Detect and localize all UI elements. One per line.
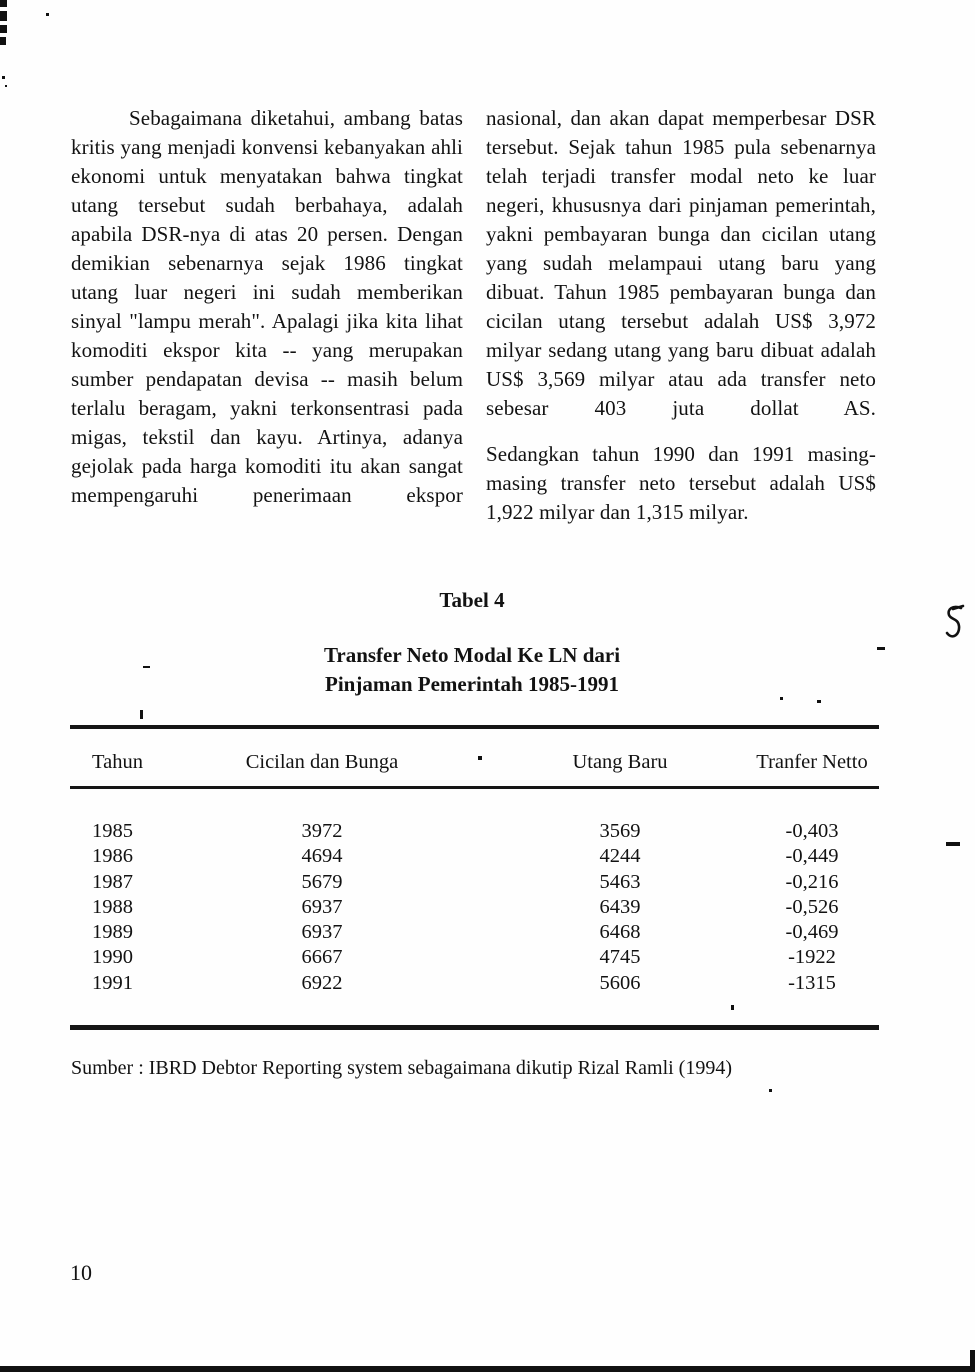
utang-baru-cell: 5463 [599, 870, 641, 893]
table-row [72, 845, 878, 870]
year-cell: 1987 [92, 870, 133, 893]
utang-baru-cell: 3569 [599, 820, 641, 842]
utang-baru-cell: 4745 [599, 946, 641, 969]
table-row [72, 820, 878, 845]
scan-artifact-speck [817, 700, 821, 703]
utang-baru-cell: 6468 [599, 921, 641, 944]
cicilan-bunga-cell: 6667 [301, 946, 343, 969]
cicilan-bunga-cell: 5679 [301, 870, 343, 893]
scan-artifact-speck [5, 85, 7, 87]
cicilan-bunga-cell: 4694 [301, 845, 343, 868]
table-title-line-1: Transfer Neto Modal Ke LN dari [323, 643, 621, 667]
tranfer-netto-cell: -0,449 [785, 845, 839, 868]
year-cell: 1991 [92, 971, 133, 994]
year-cell: 1985 [92, 820, 133, 842]
utang-baru-cell: 6439 [599, 895, 641, 918]
cicilan-bunga-cell: 6922 [301, 971, 343, 994]
tranfer-netto-cell: -0,469 [785, 921, 839, 944]
right-text-column [486, 104, 876, 527]
utang-baru-cell: 4244 [599, 845, 641, 868]
table-title-line-2: Pinjaman Pemerintah 1985-1991 [325, 672, 619, 696]
scan-artifact-speck [143, 666, 150, 668]
table-title [72, 641, 872, 699]
table-body [72, 820, 878, 997]
cicilan-bunga-cell: 6937 [301, 921, 343, 944]
tranfer-netto-cell: -0,403 [785, 820, 839, 842]
year-cell: 1990 [92, 946, 133, 969]
tranfer-netto-cell: -1922 [788, 946, 836, 969]
scan-artifact-dash [0, 0, 7, 7]
table-label: Tabel 4 [439, 588, 505, 612]
table-header-rule [70, 786, 879, 789]
table-row [72, 921, 878, 946]
header-utang-baru: Utang Baru [572, 751, 668, 773]
year-cell: 1988 [92, 895, 133, 918]
cicilan-bunga-cell: 3972 [301, 820, 343, 842]
scan-artifact-speck [731, 1005, 734, 1010]
scan-artifact-dash [0, 25, 7, 33]
year-cell: 1989 [92, 921, 133, 944]
table-bottom-rule [70, 1025, 879, 1030]
table-row [72, 871, 878, 896]
right-column-paragraph-1: nasional, dan akan dapat memperbesar DSR tersebut. Sejak tahun 1985 pula sebenarnya telah terjadi transfer modal neto ke luar negeri, khususnya dari pinjaman pemerintah, yakni pembayaran bunga dan cicilan utang yang sudah melampaui utang baru yang dibuat. Tahun 1985 pembayaran bunga dan cicilan utang tersebut adalah US$ 3,972 milyar sedang utang yang baru dibuat adalah US$ 3,569 milyar atau ada transfer neto sebesar 403 juta dollat AS. [486, 106, 876, 420]
left-text-column: Sebagaimana diketahui, ambang batas kritis yang menjadi konvensi kebanyakan ahli ekonomi untuk menyatakan bahwa tingkat utang tersebut sudah berbahaya, adalah apabila DSR-nya di atas 20 persen. Dengan demikian sebenarnya sejak 1986 tingkat utang luar negeri ini sudah memberikan sinyal "lampu merah". Apalagi jika kita lihat komoditi ekspor kita -- yang merupakan sumber pendapatan devisa -- masih belum terlalu beragam, yakni terkonsentrasi pada migas, tekstil dan kayu. Artinya, adanya gejolak pada harga komoditi itu akan sangat mempengaruhi penerimaan ekspor [71, 106, 463, 507]
header-tranfer-netto: Tranfer Netto [756, 751, 868, 773]
table-top-rule [70, 725, 879, 729]
table-row [72, 946, 878, 971]
table-source-note: Sumber : IBRD Debtor Reporting system sebagaimana dikutip Rizal Ramli (1994) [71, 1057, 733, 1079]
scan-artifact-speck [769, 1089, 772, 1092]
scan-edge-bar [0, 1366, 975, 1372]
year-cell: 1986 [92, 845, 133, 868]
table-row [72, 896, 878, 921]
scan-edge-tick [970, 1350, 975, 1372]
table-row [72, 972, 878, 997]
scan-artifact-speck [2, 76, 5, 79]
cicilan-bunga-cell: 6937 [301, 895, 343, 918]
page-number: 10 [70, 1260, 92, 1285]
scan-artifact-speck [140, 710, 143, 719]
utang-baru-cell: 5606 [599, 971, 641, 994]
tranfer-netto-cell: -0,216 [785, 870, 839, 893]
margin-dash-mark [946, 842, 960, 846]
handwritten-margin-mark [941, 603, 967, 645]
scan-artifact-speck [780, 697, 783, 700]
scan-artifact-speck [46, 13, 49, 16]
table-header-row [72, 751, 878, 781]
tranfer-netto-cell: -0,526 [785, 895, 839, 918]
scan-artifact-speck [877, 647, 885, 650]
header-tahun: Tahun [92, 751, 143, 773]
scan-artifact-dash [0, 37, 6, 45]
scan-artifact-speck [478, 756, 482, 760]
tranfer-netto-cell: -1315 [788, 971, 836, 994]
header-cicilan-bunga: Cicilan dan Bunga [245, 751, 399, 773]
right-column-paragraph-2: Sedangkan tahun 1990 dan 1991 masing-masing transfer neto tersebut adalah US$ 1,922 milyar dan 1,315 milyar. [486, 442, 876, 524]
scan-artifact-dash [0, 11, 7, 21]
